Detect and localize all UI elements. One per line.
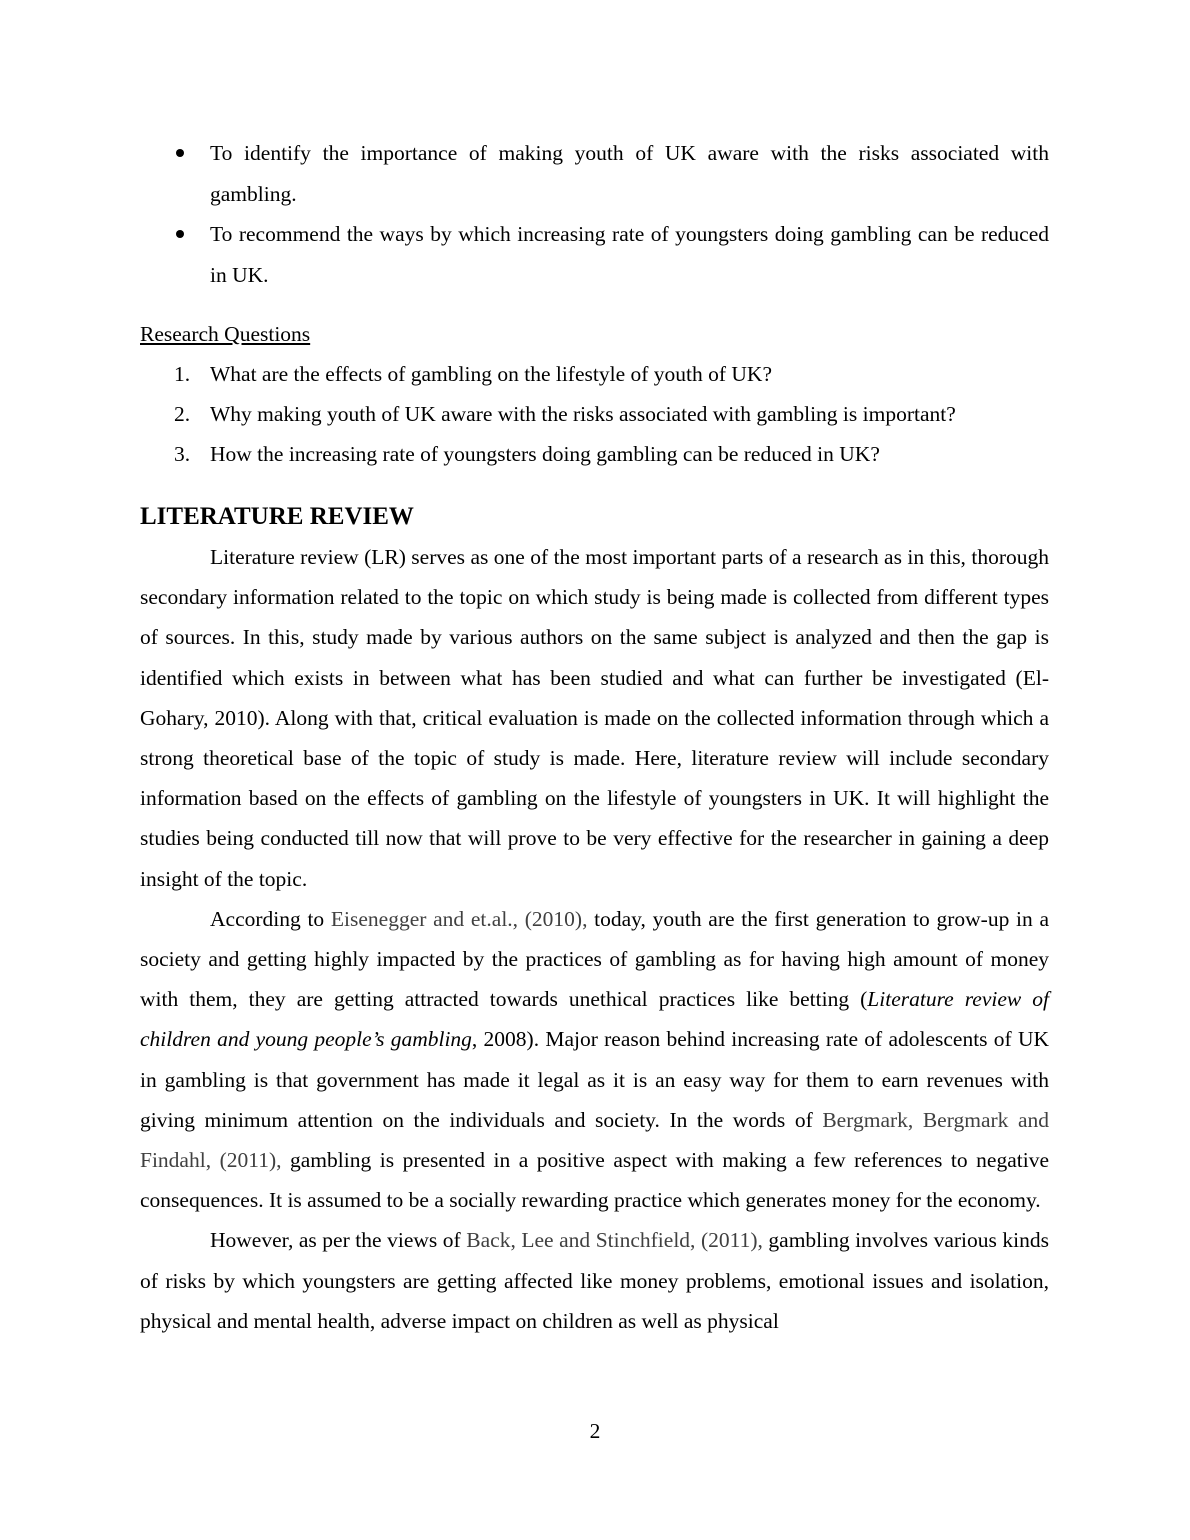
- citation: Bergmark, Bergmark and Findahl, (2011),: [140, 1107, 1050, 1173]
- question-number: 2.: [174, 402, 191, 426]
- paragraph-text: gambling involves various kinds of risks by which youngsters are getting affected like money problems, emotional issues and isolation, physical and mental health, adverse impact on children as well as physical: [140, 1228, 1049, 1333]
- italic-title: Literature review of children and young people’s gambling: [140, 987, 1049, 1052]
- literature-review-paragraph-3: [140, 1220, 1049, 1341]
- objective-text: To identify the importance of making youth of UK aware with the risks associated with gambling.: [210, 141, 1049, 206]
- objective-item: [140, 133, 1049, 214]
- objective-item: [140, 214, 1049, 295]
- paragraph-text: today, youth are the first generation to grow-up in a society and getting highly impacted by the practices of gambling as for having high amount of money with them, they are getting attracted towards unethical practices like betting (: [140, 906, 1050, 1012]
- research-question-item: [140, 354, 1049, 394]
- bullet-icon: [176, 149, 184, 157]
- literature-review-heading: LITERATURE REVIEW: [140, 503, 414, 530]
- paragraph-text: However, as per the views of: [210, 1228, 467, 1253]
- question-number: 1.: [174, 362, 191, 386]
- literature-review-paragraph-1: Literature review (LR) serves as one of the most important parts of a research as in this, thorough secondary information related to the topic on which study is being made is collected from different types of sources. In this, study made by various authors on the same subject is analyzed and then the gap is identified which exists in between what has been studied and what can further be investigated (El-Gohary, 2010). Along with that, critical evaluation is made on the collected information through which a strong theoretical base of the topic of study is made. Here, literature review will include secondary information based on the effects of gambling on the lifestyle of youngsters in UK. It will highlight the studies being conducted till now that will prove to be very effective for the researcher in gaining a deep insight of the topic.: [140, 545, 1049, 891]
- objectives-list: [140, 133, 1049, 295]
- research-questions-heading: Research Questions: [140, 322, 311, 346]
- question-text: Why making youth of UK aware with the risks associated with gambling is important?: [210, 402, 956, 426]
- research-question-item: [140, 394, 1049, 434]
- research-question-item: [140, 434, 1049, 474]
- objective-text: To recommend the ways by which increasing rate of youngsters doing gambling can be reduced in UK.: [210, 222, 1049, 287]
- paragraph-text: gambling is presented in a positive aspect with making a few references to negative consequences. It is assumed to be a socially rewarding practice which generates money for the economy.: [140, 1148, 1049, 1213]
- literature-review-paragraph-2: [140, 899, 1049, 1221]
- question-text: What are the effects of gambling on the lifestyle of youth of UK?: [210, 362, 773, 386]
- citation: Back, Lee and Stinchfield, (2011),: [466, 1228, 763, 1253]
- question-text: How the increasing rate of youngsters doing gambling can be reduced in UK?: [210, 442, 880, 466]
- question-number: 3.: [174, 442, 191, 466]
- research-questions-list: [140, 354, 1049, 474]
- paragraph-text: According to: [210, 906, 331, 931]
- page-number: 2: [589, 1419, 601, 1443]
- citation: Eisenegger and et.al., (2010),: [330, 906, 588, 931]
- paragraph-text: , 2008). Major reason behind increasing rate of adolescents of UK in gambling is that government has made it legal as it is an easy way for them to earn revenues with giving minimum attention on the individuals and society. In the words of: [140, 1027, 1050, 1132]
- page-content: [140, 133, 1049, 1341]
- bullet-icon: [176, 230, 184, 238]
